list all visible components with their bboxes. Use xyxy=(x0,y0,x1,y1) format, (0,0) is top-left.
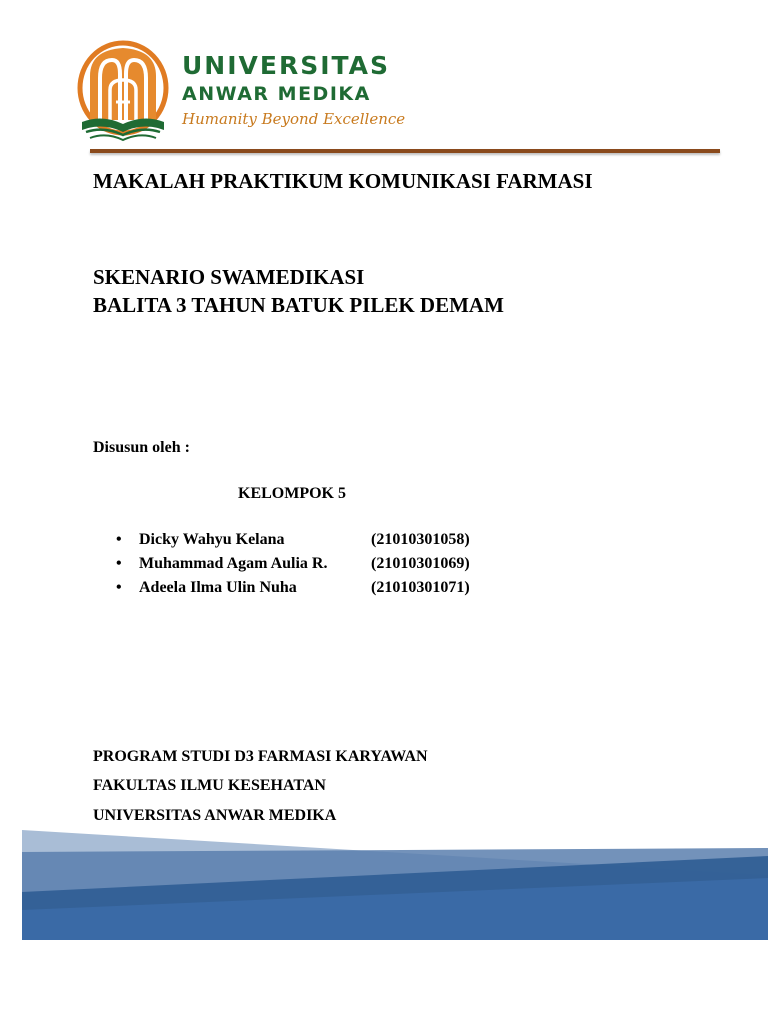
university-name: UNIVERSITAS xyxy=(182,51,390,80)
university-crest-icon xyxy=(76,38,170,146)
member-name: Muhammad Agam Aulia R. xyxy=(139,555,328,572)
footer-decoration xyxy=(0,820,768,950)
university-name-line-2: ANWAR MEDIKA xyxy=(182,83,371,105)
university-footer-name: UNIVERSITAS ANWAR MEDIKA xyxy=(93,807,337,824)
faculty-name: FAKULTAS ILMU KESEHATAN xyxy=(93,777,326,794)
group-name: KELOMPOK 5 xyxy=(238,485,346,502)
authors-label: Disusun oleh : xyxy=(93,439,190,456)
member-name: Adeela Ilma Ulin Nuha xyxy=(139,579,297,596)
document-title: MAKALAH PRAKTIKUM KOMUNIKASI FARMASI xyxy=(93,169,593,193)
header-divider xyxy=(90,149,720,153)
program-name: PROGRAM STUDI D3 FARMASI KARYAWAN xyxy=(93,748,428,765)
scenario-title: SKENARIO SWAMEDIKASI xyxy=(93,265,365,289)
bullet-icon: • xyxy=(116,555,122,572)
member-id: (21010301069) xyxy=(371,555,470,572)
member-id: (21010301071) xyxy=(371,579,470,596)
bullet-icon: • xyxy=(116,579,122,596)
member-name: Dicky Wahyu Kelana xyxy=(139,531,285,548)
member-id: (21010301058) xyxy=(371,531,470,548)
bullet-icon: • xyxy=(116,531,122,548)
scenario-subtitle: BALITA 3 TAHUN BATUK PILEK DEMAM xyxy=(93,293,504,317)
tagline: Humanity Beyond Excellence xyxy=(182,110,406,128)
